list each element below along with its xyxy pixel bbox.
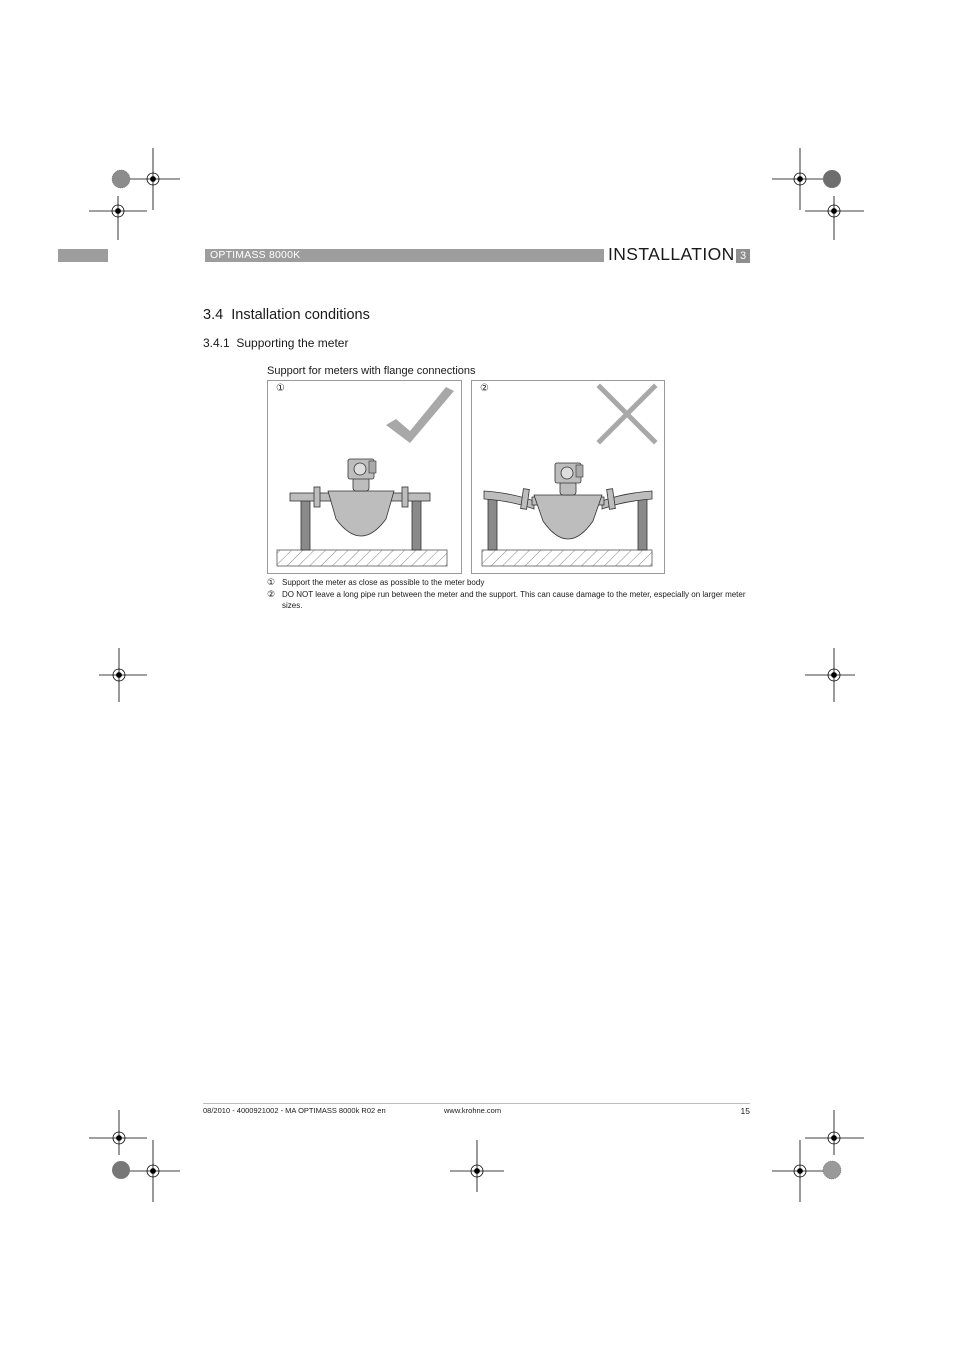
figure-legend (267, 577, 752, 612)
header-left-bar (58, 249, 108, 262)
cross-mark-icon (600, 387, 654, 441)
crosshair-mark-icon (89, 1110, 147, 1155)
section-number: 3.4 (203, 307, 224, 323)
crosshair-mark-icon (99, 648, 147, 702)
section-heading (203, 306, 370, 324)
figure-panel-correct (267, 380, 462, 574)
legend-text: Support the meter as close as possible to the meter body (282, 578, 485, 587)
color-calibration-dot-icon (823, 170, 841, 188)
meter-correct-support-illustration (268, 381, 461, 573)
footer-document-reference: 08/2010 - 4000921002 - MA OPTIMASS 8000k R02 en (203, 1106, 386, 1115)
header-product-name: OPTIMASS 8000K (210, 249, 301, 261)
crosshair-mark-icon (805, 1110, 864, 1155)
panel-number: ② (480, 383, 489, 394)
page-number: 15 (740, 1106, 750, 1116)
subsection-title: Supporting the meter (236, 336, 349, 350)
meter-incorrect-support-illustration (472, 381, 664, 573)
legend-number: ① (267, 577, 276, 587)
subsection-number: 3.4.1 (203, 336, 230, 350)
footer-rule (203, 1103, 750, 1104)
color-calibration-dot-icon (112, 170, 130, 188)
crosshair-mark-icon (772, 148, 828, 210)
crosshair-mark-icon (805, 196, 864, 240)
subsection-heading (203, 336, 348, 351)
figure-caption: Support for meters with flange connections (267, 365, 476, 377)
figure-panel-incorrect (471, 380, 665, 574)
footer-website-link[interactable]: www.krohne.com (444, 1106, 502, 1115)
chapter-number-badge: 3 (736, 249, 750, 263)
check-mark-icon (386, 387, 454, 443)
header-section-title: INSTALLATION (608, 244, 735, 264)
legend-number: ② (267, 589, 276, 599)
panel-number: ① (276, 383, 285, 394)
crosshair-mark-icon (772, 1140, 828, 1202)
color-calibration-dot-icon (823, 1161, 841, 1179)
crosshair-mark-icon (126, 1140, 180, 1202)
legend-text: DO NOT leave a long pipe run between the meter and the support. This can cause damage to the meter, especially on larger meter sizes. (282, 590, 746, 610)
color-calibration-dot-icon (112, 1161, 130, 1179)
section-title: Installation conditions (231, 307, 370, 323)
crosshair-mark-icon (450, 1140, 504, 1192)
crosshair-mark-icon (126, 148, 180, 210)
legend-item (267, 589, 752, 611)
legend-item (267, 577, 752, 588)
crosshair-mark-icon (805, 648, 855, 702)
crosshair-mark-icon (89, 196, 147, 240)
